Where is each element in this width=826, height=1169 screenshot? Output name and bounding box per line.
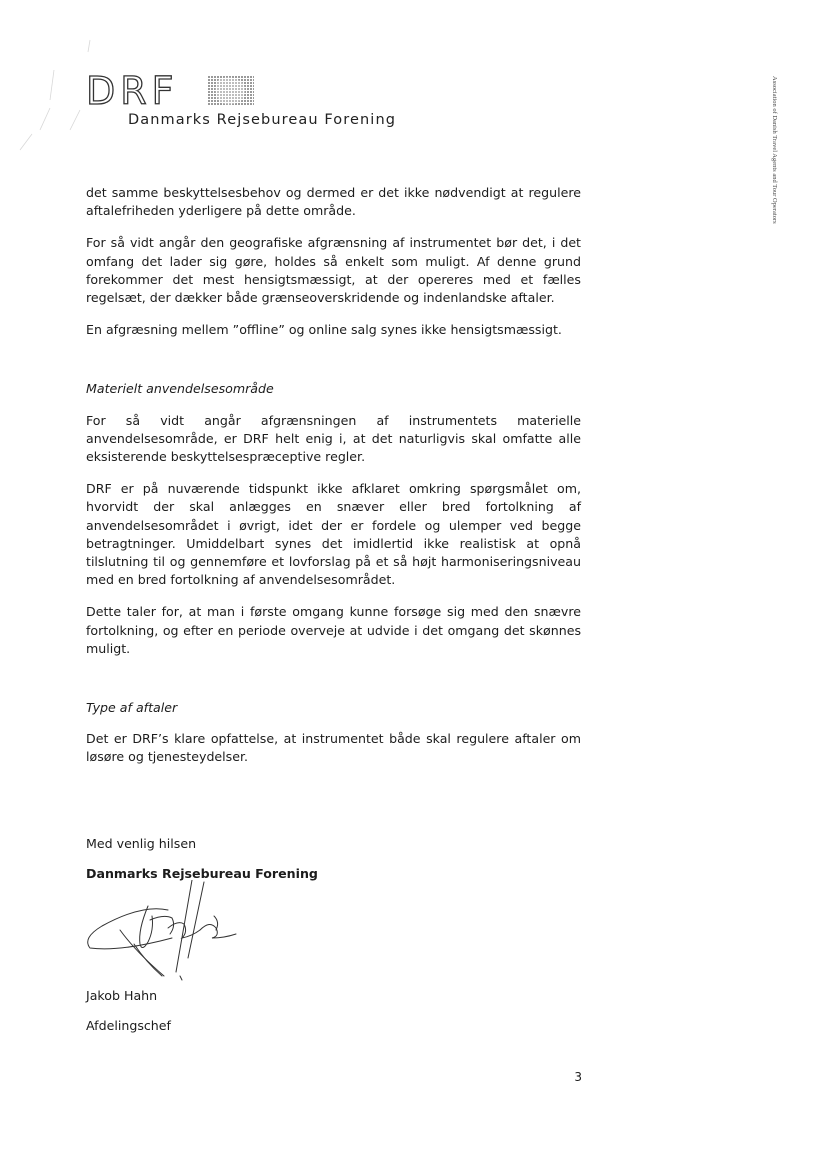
paragraph: For så vidt angår afgrænsningen af instrumentets materielle anvendelsesområde, er DRF helt enig i, at det naturligvis skal omfatte alle eksisterende beskyttelsespræceptive regler. xyxy=(86,412,581,465)
closing-greeting: Med venlig hilsen xyxy=(86,835,197,851)
section-heading: Type af aftaler xyxy=(86,700,178,716)
side-text-label: Association of Danish Travel Agents and Tour Operators xyxy=(771,76,778,224)
logo-organization-name: Danmarks Rejsebureau Forening xyxy=(128,112,397,128)
paragraph: det samme beskyttelsesbehov og dermed er det ikke nødvendigt at regulere aftalefriheden yderligere på dette område. xyxy=(86,185,581,219)
drf-logo xyxy=(86,69,446,134)
paragraph: Dette taler for, at man i første omgang kunne forsøge sig med den snævre fortolkning, og efter en periode overveje at udvide i det omgang det skønnes muligt. xyxy=(86,604,581,656)
paragraph: DRF er på nuværende tidspunkt ikke afklaret omkring spørgsmålet om, hvorvidt der skal anlægges en snæver eller bred fortolkning af anvendelsesområdet i øvrigt, idet der er fordele og ulemper ved begge betragtninger. Umiddelbart synes det imidlertid ikke realistisk at opnå tilslutning til og gennemføre et lovforslag på et så højt harmoniseringsniveau med en bred fortolkning af anvendelsesområdet. xyxy=(86,481,581,588)
paragraph: En afgræsning mellem ”offline” og online salg synes ikke hensigtsmæssigt. xyxy=(86,322,562,338)
closing-organization: Danmarks Rejsebureau Forening xyxy=(86,865,318,881)
paragraph: Det er DRF’s klare opfattelse, at instrumentet både skal regulere aftaler om løsøre og tjenesteydelser. xyxy=(86,731,581,765)
paragraph: For så vidt angår den geografiske afgrænsning af instrumentet bør det, i det omfang det lader sig gøre, holdes så enkelt som muligt. Af denne grund forekommer det mest hensigtsmæssigt, at der opereres med et fælles regelsæt, der dækker både grænseoverskridende og indenlandske aftaler. xyxy=(86,235,581,306)
globe-grid-icon xyxy=(208,76,254,106)
handwritten-signature xyxy=(80,880,250,998)
signatory-name: Jakob Hahn xyxy=(86,988,158,1004)
section-heading: Materielt anvendelsesområde xyxy=(86,381,274,397)
logo-letters: DRF xyxy=(86,69,179,113)
side-text xyxy=(768,76,778,244)
signatory-title: Afdelingschef xyxy=(86,1018,171,1034)
page-number: 3 xyxy=(574,1070,582,1084)
